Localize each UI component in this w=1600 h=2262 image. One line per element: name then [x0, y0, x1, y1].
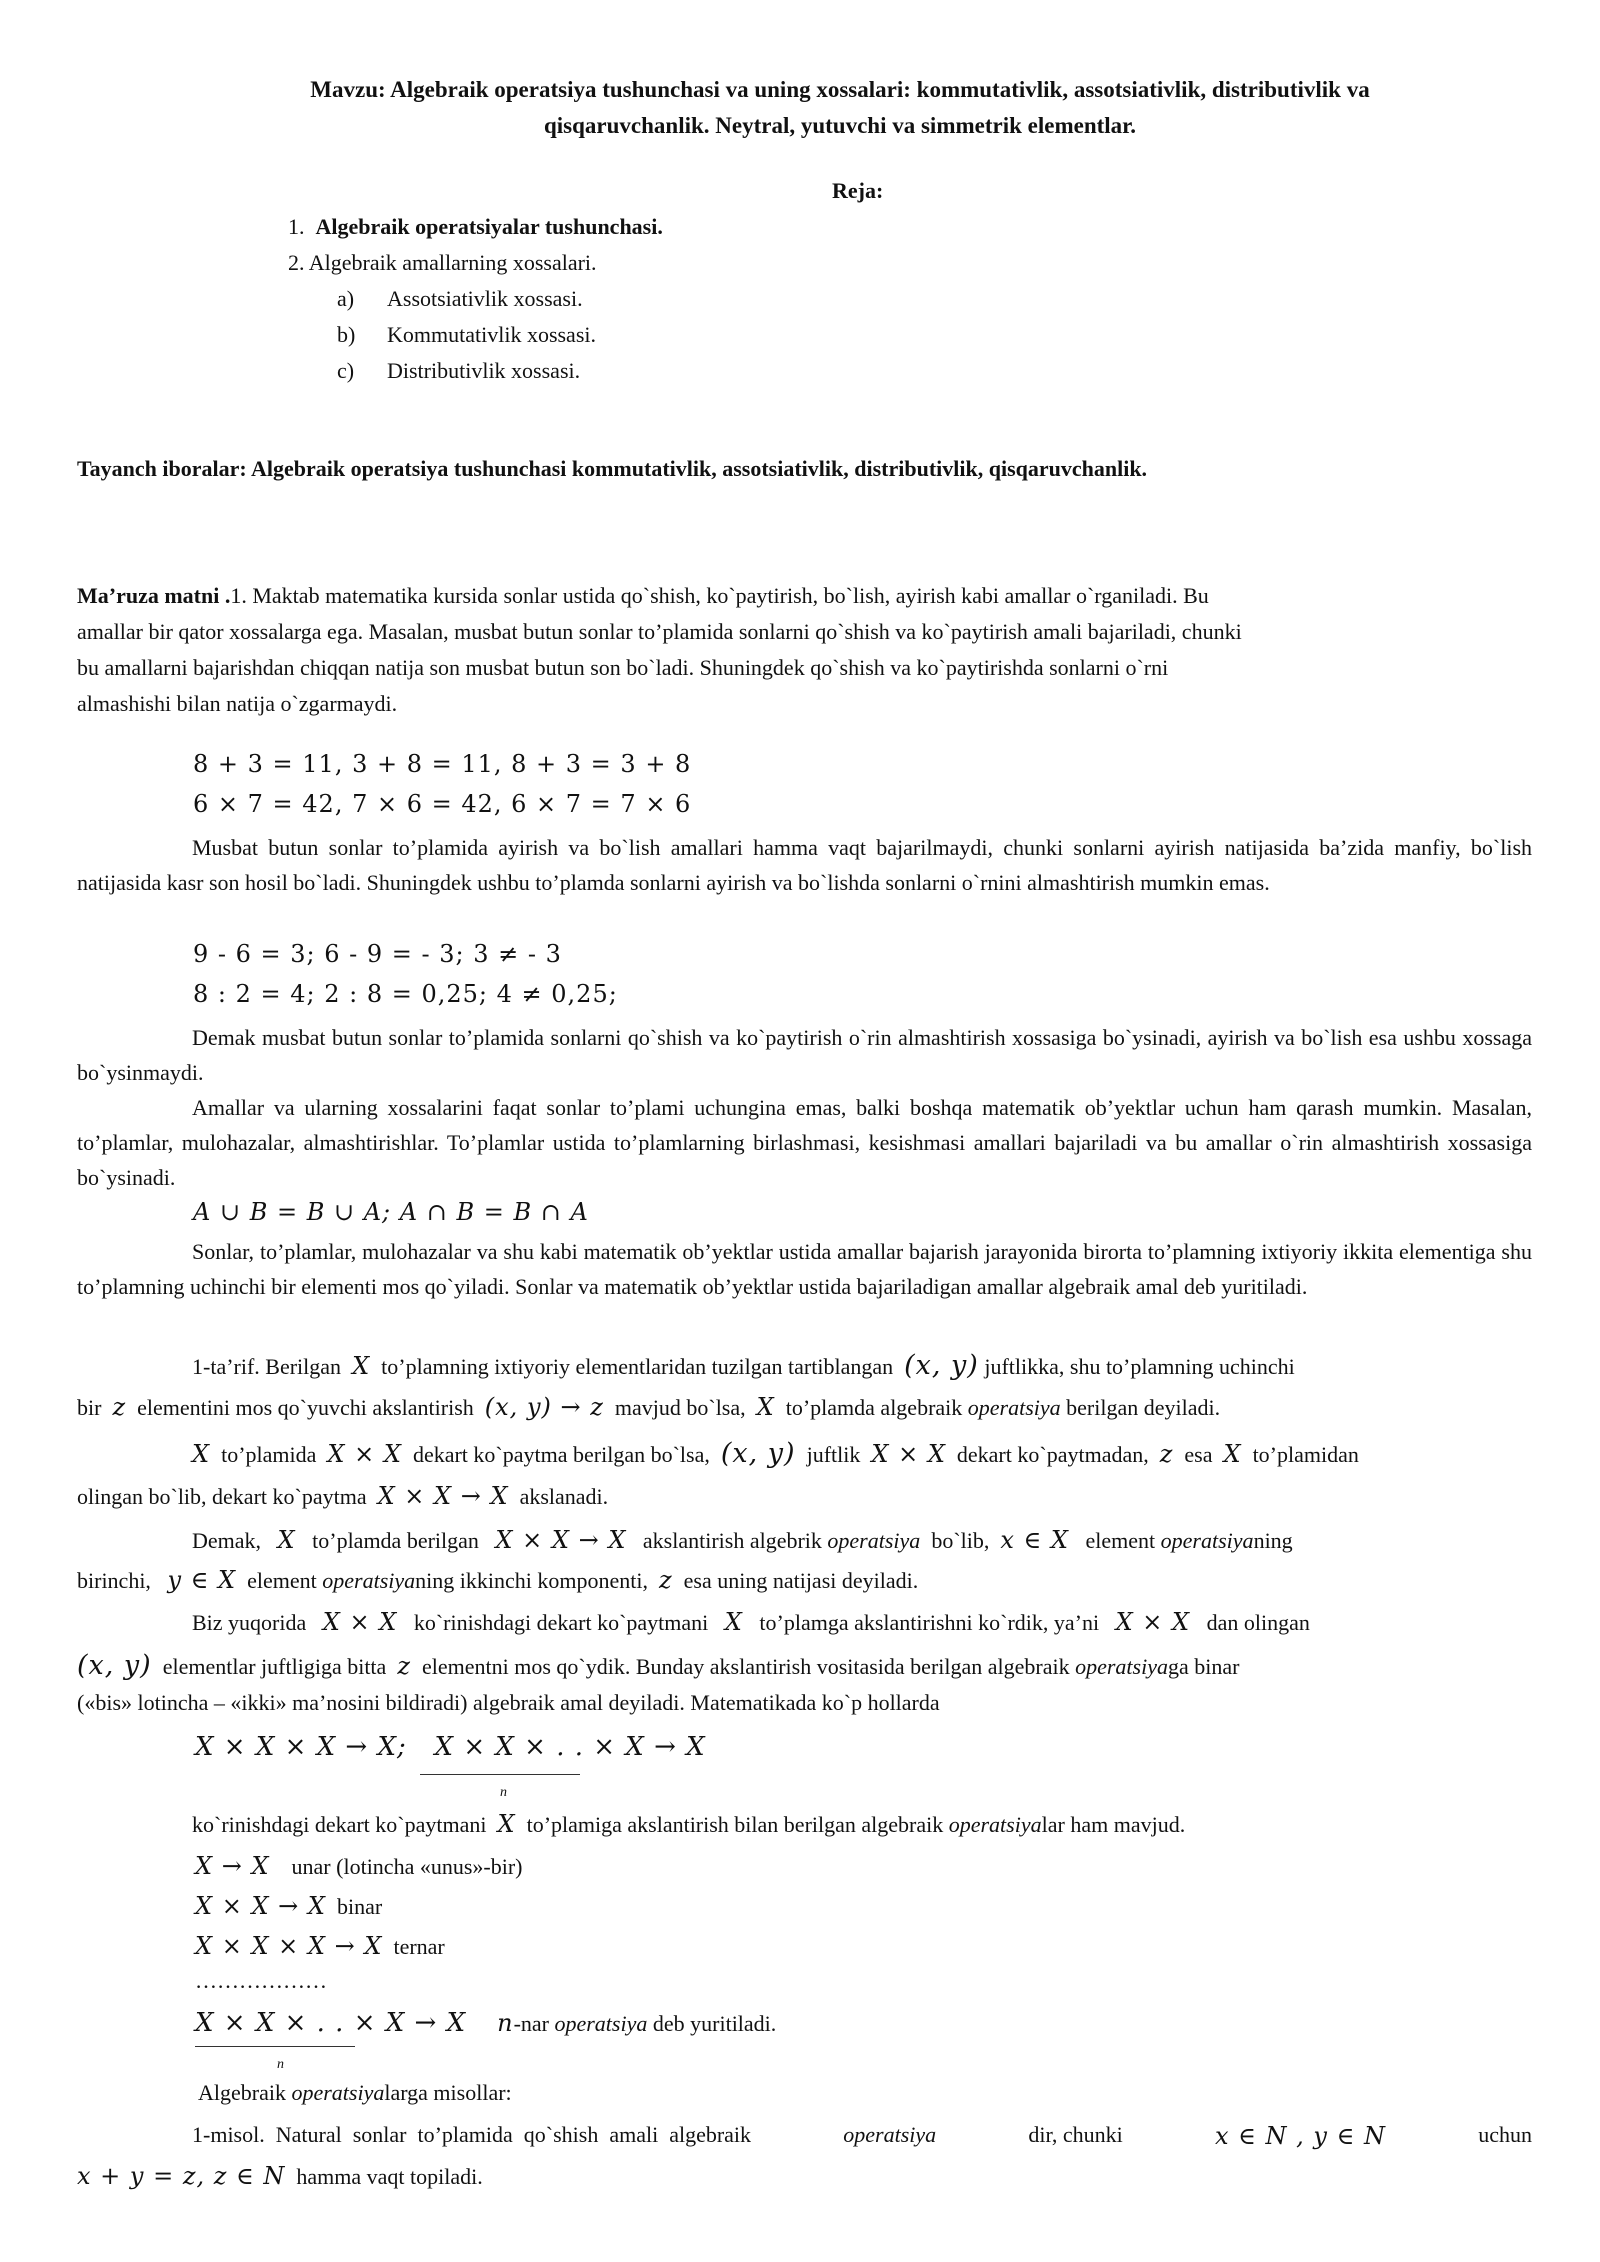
definition-text: elementini mos qo`yuvchi akslantirish — [137, 1395, 474, 1420]
paragraph-text: dekart ko`paytma berilgan bo`lsa, — [412, 1442, 710, 1467]
paragraph-text: esa — [1184, 1442, 1213, 1467]
paragraph-text: Demak, — [192, 1528, 262, 1553]
math-membership: x ∈ X — [1000, 1526, 1070, 1554]
paragraph-conclusion — [77, 1020, 1532, 1090]
paragraph-text: birinchi, — [77, 1568, 151, 1593]
math-n: n — [497, 2009, 514, 2037]
math-product: X × X — [327, 1440, 402, 1468]
definition-line-1 — [192, 1350, 1295, 1381]
arity-label: ternar — [393, 1934, 445, 1959]
keywords-line: Tayanch iboralar: Algebraik operatsiya tushunchasi kommutativlik, assotsiativlik, distributivlik, qisqaruvchanlik. — [77, 456, 1148, 481]
math-X: X — [724, 1608, 743, 1636]
paragraph-text: olingan bo`lib, dekart ko`paytma — [77, 1484, 367, 1509]
paragraph-text: esa uning natijasi deyiladi. — [683, 1568, 919, 1593]
paragraph-text: ko`rinishdagi dekart ko`paytmani — [413, 1610, 709, 1635]
math-X: X — [352, 1352, 371, 1380]
math-ternary-map — [195, 1732, 706, 1762]
arity-label: unar (lotincha «unus»-bir) — [291, 1854, 523, 1879]
example-1-line-1 — [192, 2122, 1532, 2150]
term-operatsiya: operatsiya — [948, 1812, 1042, 1837]
math-z: z — [397, 1652, 411, 1680]
plan-sub-c — [337, 358, 581, 384]
equation-division: 8 : 2 = 4; 2 : 8 = 0,25; 4 ≠ 0,25; — [193, 980, 618, 1008]
arity-dots: ……………… — [195, 1968, 327, 1993]
paragraph-text: Amallar va ularning xossalarini faqat sonlar to’plami uchungina emas, balki boshqa matematik ob’yektlar uchun ham qarash mumkin. Masalan, to’plamlar, mulohazalar, almashtirishlar. To’plamlar ustida to’plamlarning birlashmasi, kesishmasi amallari bajariladi va bu amallar o`rin almashtirish xossasiga bo`ysinadi. — [77, 1095, 1532, 1190]
plan-sub-b — [337, 322, 596, 348]
plan-item-2: 2. Algebraik amallarning xossalari. — [288, 250, 597, 275]
paragraph-text: to’plamida — [221, 1442, 317, 1467]
math-pair: (x, y) — [720, 1438, 796, 1469]
paragraph-text: akslanadi. — [519, 1484, 609, 1509]
math-z: z — [658, 1566, 673, 1594]
example-text: 1-misol. Natural sonlar to’plamida qo`shish amali algebraik — [192, 2122, 752, 2147]
definition-text: mavjud bo`lsa, — [614, 1395, 746, 1420]
examples-text: Algebraik — [198, 2080, 286, 2105]
math-X: X — [192, 1440, 211, 1468]
math-text: X × X × . . × X → X — [434, 1732, 706, 1762]
title-line-1: Mavzu: Algebraik operatsiya tushunchasi va uning xossalari: kommutativlik, assotsiativlik, distributivlik va — [310, 77, 1370, 102]
math-text: X × X × X → X; — [195, 1732, 407, 1762]
n-subscript: n — [277, 2057, 284, 2072]
term-operatsiya: operatsiya — [827, 1528, 921, 1553]
paragraph-text: to’plamidan — [1252, 1442, 1359, 1467]
paragraph-text: elementni mos qo`ydik. Bunday akslantirish vositasida berilgan algebraik — [421, 1654, 1070, 1679]
paragraph-binary-line-2 — [77, 1650, 1239, 1681]
definition-text: berilgan deyiladi. — [1066, 1395, 1221, 1420]
math-pair: (x, y) — [77, 1650, 152, 1681]
math-text: X × X × . . × X → X — [195, 2008, 467, 2038]
paragraph-text: to’plamga akslantirishni ko`rdik, ya’ni — [759, 1610, 1100, 1635]
plan-heading: Reja: — [832, 178, 884, 203]
arity-unar — [195, 1852, 522, 1880]
example-text: dir, chunki — [1028, 2122, 1123, 2147]
math-X: X — [277, 1526, 296, 1554]
paragraph-text: to’plamda berilgan — [312, 1528, 479, 1553]
paragraph-demak-line-2 — [77, 1566, 918, 1594]
paragraph-algebraic — [77, 1234, 1532, 1304]
term-operatsiya: operatsiya — [843, 2122, 937, 2147]
plan-sub-text: Distributivlik xossasi. — [387, 358, 581, 383]
definition-text: to’plamda algebraik — [785, 1395, 963, 1420]
example-text: uchun — [1478, 2122, 1532, 2147]
paragraph-text: to’plamiga akslantirish bilan berilgan algebraik — [526, 1812, 944, 1837]
math-membership: y ∈ X — [167, 1566, 237, 1594]
paragraph-text: ning — [1253, 1528, 1293, 1553]
n-fold-brace — [195, 2040, 355, 2047]
examples-text: larga misollar: — [384, 2080, 512, 2105]
lecture-label: Ma’ruza matni . — [77, 583, 231, 608]
paragraph-text: elementlar juftligiga bitta — [162, 1654, 387, 1679]
paragraph-text: dekart ko`paytmadan, — [956, 1442, 1149, 1467]
math-X: X — [756, 1393, 775, 1421]
paragraph-text: ning ikkinchi komponenti, — [415, 1568, 648, 1593]
term-operatsiya: operatsiya — [291, 2080, 385, 2105]
math-membership: x ∈ N , y ∈ N — [1214, 2122, 1387, 2150]
paragraph-sets — [77, 1090, 1532, 1195]
definition-text: juftlikka, shu to’plamning uchinchi — [984, 1354, 1295, 1379]
paragraph-text: Biz yuqorida — [192, 1610, 307, 1635]
plan-sub-a — [337, 286, 583, 312]
math-X: X — [1223, 1440, 1242, 1468]
equation-multiplication: 6 × 7 = 42, 7 × 6 = 42, 6 × 7 = 7 × 6 — [193, 790, 692, 818]
examples-heading — [198, 2080, 512, 2106]
document-title — [170, 72, 1510, 144]
paragraph-n-ary — [192, 1810, 1185, 1838]
plan-item-1-number: 1. — [288, 214, 305, 239]
math-map: X × X → X — [377, 1482, 509, 1510]
paragraph-text: lar ham mavjud. — [1041, 1812, 1186, 1837]
definition-line-2 — [77, 1393, 1220, 1421]
paragraph-text: Sonlar, to’plamlar, mulohazalar va shu kabi matematik ob’yektlar ustida amallar bajarish jarayonida birorta to’plamning ixtiyoriy ikkita elementiga shu to’plamning uchinchi bir elementi mos qo`yiladi. Sonlar va matematik ob’yektlar ustida bajariladigan amallar algebraik amal deb yuritiladi. — [77, 1239, 1532, 1299]
definition-text: to’plamning ixtiyoriy elementlaridan tuzilgan tartiblangan — [381, 1354, 894, 1379]
paragraph-text: akslantirish algebrik — [642, 1528, 822, 1553]
plan-sub-letter: b) — [337, 322, 356, 347]
plan-sub-letter: a) — [337, 286, 355, 311]
equation-subtraction: 9 - 6 = 3; 6 - 9 = - 3; 3 ≠ - 3 — [193, 940, 562, 968]
paragraph-text: element — [1085, 1528, 1156, 1553]
arity-binar — [195, 1892, 382, 1920]
definition-text: bir — [77, 1395, 102, 1420]
arity-n-ar — [195, 2008, 776, 2038]
term-operatsiya: operatsiya — [554, 2011, 648, 2036]
plan-item-1 — [288, 214, 663, 240]
math-product: X × X — [322, 1608, 398, 1636]
plan-item-1-text: Algebraik operatsiyalar tushunchasi. — [315, 214, 663, 239]
math-sum: x + y = z, z ∈ N — [77, 2162, 286, 2190]
lecture-text: 1. Maktab matematika kursida sonlar ustida qo`shish, ko`paytirish, bo`lish, ayirish kabi amallar o`rganiladi. Bu — [230, 583, 1209, 608]
paragraph-text: Musbat butun sonlar to’plamida ayirish va bo`lish amallari hamma vaqt bajarilmaydi, chunki sonlarni ayirish natijasida ba’zida manfiy, bo`lish natijasida kasr son hosil bo`ladi. Shuningdek ushbu to’plamda sonlarni ayirish va bo`lishda sonlarni o`rnini almashtirish mumkin emas. — [77, 835, 1532, 895]
math-product: X × X — [1115, 1608, 1191, 1636]
plan-sub-text: Kommutativlik xossasi. — [387, 322, 596, 347]
paragraph-binary-line-1 — [192, 1608, 1310, 1636]
plan-sub-letter: c) — [337, 358, 355, 383]
math-product: X × X — [871, 1440, 946, 1468]
example-text: hamma vaqt topiladi. — [296, 2164, 483, 2189]
paragraph-binary-line-3: («bis» lotincha – «ikki» ma’nosini bildiradi) algebraik amal deyiladi. Matematikada ko`p hollarda — [77, 1690, 940, 1715]
example-1-line-2 — [77, 2162, 483, 2190]
definition-text: 1-ta’rif. Berilgan — [192, 1354, 342, 1379]
paragraph-text: element — [247, 1568, 317, 1593]
lecture-line-1 — [77, 583, 1209, 609]
paragraph-cartesian-line-1 — [192, 1438, 1359, 1469]
math-text: X × X → X — [195, 1892, 326, 1920]
paragraph-subtraction — [77, 830, 1532, 900]
math-text: X × X × X → X — [195, 1932, 383, 1960]
math-map: X × X → X — [495, 1526, 627, 1554]
equation-addition: 8 + 3 = 11, 3 + 8 = 11, 8 + 3 = 3 + 8 — [193, 750, 692, 778]
arity-ternar — [195, 1932, 445, 1960]
math-text: X → X — [195, 1852, 270, 1880]
paragraph-text: ko`rinishdagi dekart ko`paytmani — [192, 1812, 487, 1837]
paragraph-text: bo`lib, — [931, 1528, 990, 1553]
n-subscript: n — [500, 1785, 507, 1800]
lecture-line-4: almashishi bilan natija o`zgarmaydi. — [77, 691, 398, 716]
lecture-line-2: amallar bir qator xossalarga ega. Masalan, musbat butun sonlar to’plamida sonlarni qo`shish va ko`paytirish amali bajariladi, chunki — [77, 619, 1242, 644]
math-pair: (x, y) — [904, 1350, 979, 1381]
paragraph-text: Demak musbat butun sonlar to’plamida sonlarni qo`shish va ko`paytirish o`rin almashtirish xossasiga bo`ysinadi, ayirish va bo`lish esa ushbu xossaga bo`ysinmaydi. — [77, 1025, 1532, 1085]
math-mapping: (x, y) → z — [484, 1393, 604, 1421]
plan-sub-text: Assotsiativlik xossasi. — [387, 286, 583, 311]
paragraph-text: juftlik — [806, 1442, 861, 1467]
math-z: z — [112, 1393, 127, 1421]
equation-set-operations: A ∪ B = B ∪ A; A ∩ B = B ∩ A — [193, 1198, 589, 1226]
paragraph-demak-line-1 — [192, 1526, 1293, 1554]
arity-label: -nar — [513, 2011, 549, 2036]
term-operatsiya: operatsiya — [967, 1395, 1061, 1420]
paragraph-text: dan olingan — [1206, 1610, 1310, 1635]
term-operatsiya: operatsiya — [322, 1568, 416, 1593]
term-operatsiya: operatsiya — [1160, 1528, 1254, 1553]
lecture-line-3: bu amallarni bajarishdan chiqqan natija son musbat butun son bo`ladi. Shuningdek qo`shish va ko`paytirishda sonlarni o`rni — [77, 655, 1169, 680]
math-X: X — [497, 1810, 516, 1838]
arity-label: binar — [337, 1894, 383, 1919]
paragraph-text: ga binar — [1168, 1654, 1240, 1679]
math-z: z — [1159, 1440, 1174, 1468]
n-fold-brace — [420, 1768, 580, 1775]
term-operatsiya: operatsiya — [1075, 1654, 1168, 1679]
paragraph-cartesian-line-2 — [77, 1482, 608, 1510]
arity-label: deb yuritiladi. — [652, 2011, 777, 2036]
title-line-2: qisqaruvchanlik. Neytral, yutuvchi va simmetrik elementlar. — [543, 113, 1137, 138]
